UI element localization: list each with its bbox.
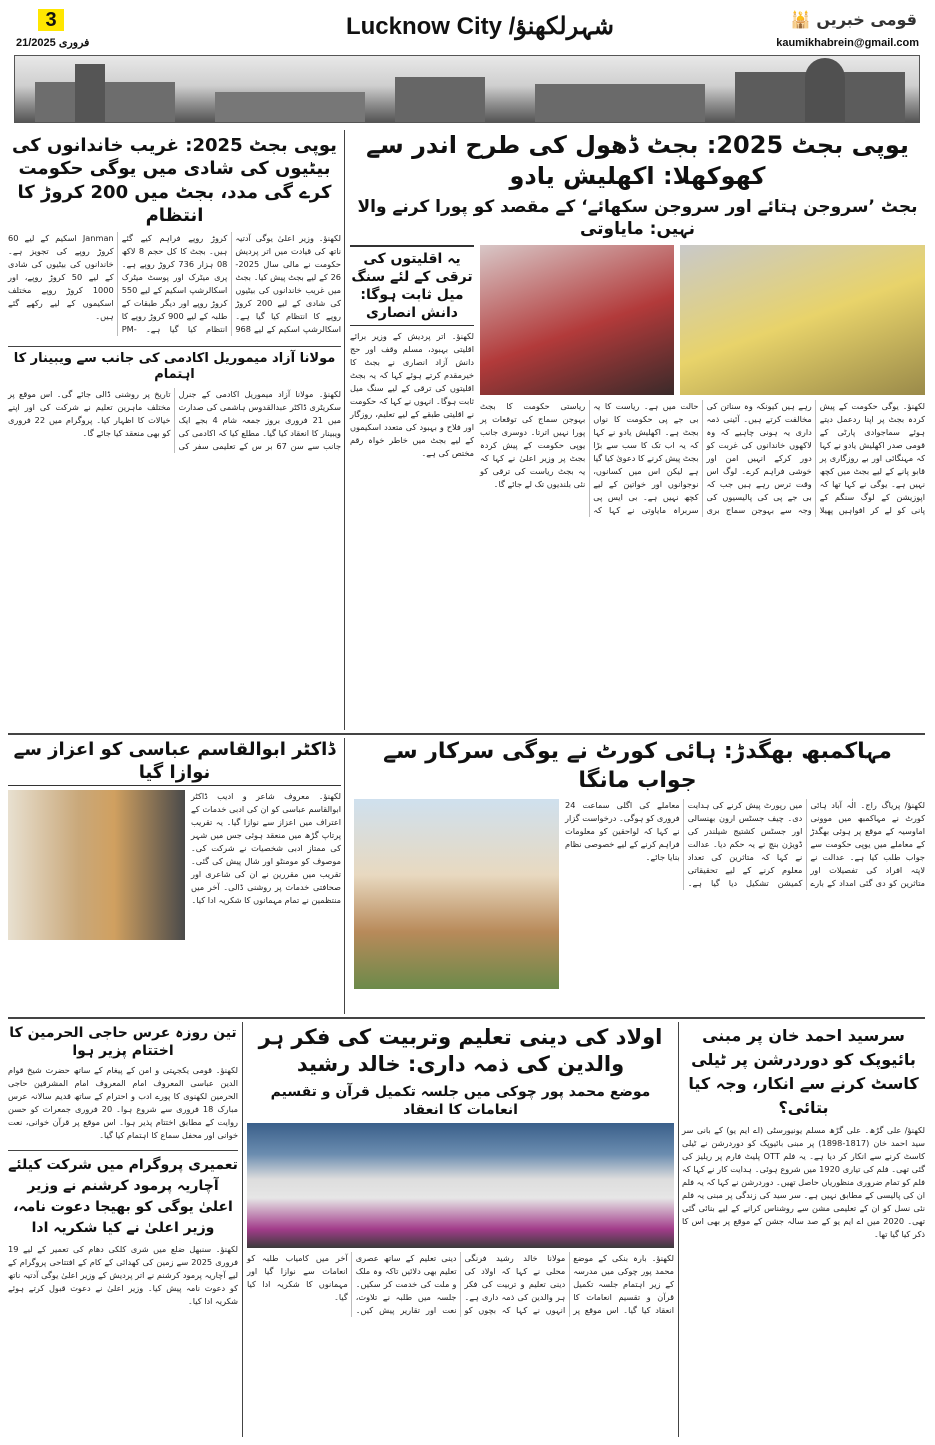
minority-body: لکھنؤ۔ اتر پردیش کے وزیر برائے اقلیتی بہبود، مسلم وقف اور حج دانش آزاد انصاری نے بجٹ کا خیرمقدم کرتے ہوئے کہا کہ یہ بجٹ اقلیتوں کی ترقی کے لیے سنگ میل ثابت ہوگا۔ انہوں نے کہا کہ حکومت نے اقلیتی طبقے کے لیے تعلیم، روزگار اور فلاح و بہبود کی متعدد اسکیموں کے لیے بجٹ میں خاطر خواہ رقم مختص کی ہے۔ (350, 331, 474, 459)
jalsa-photo (247, 1123, 674, 1248)
akhilesh-yadav-photo (480, 245, 674, 395)
aulad-story (247, 1024, 674, 1439)
kumbh-headline: مہاکمبھ بھگدڑ: ہائی کورٹ نے یوگی سرکار سے جواب مانگا (383, 739, 892, 793)
azad-headline: مولانا آزاد میموریل اکادمی کی جانب سے ویبینار کا اہتمام (13, 350, 336, 383)
kumbh-story (350, 738, 925, 1014)
contact-email[interactable]: kaumikhabrein@gmail.com (776, 37, 919, 49)
minaret-logo-icon: 🕌 (790, 10, 811, 29)
aulad-headline: اولاد کی دینی تعلیم وتربیت کی فکر ہر والدین کی ذمہ داری: خالد رشید (258, 1025, 663, 1077)
aulad-subheadline: موضع محمد پور چوکی میں جلسہ تکمیل قرآن و تقسیم انعامات کا انعقاد (270, 1083, 651, 1118)
sirsyed-headline: سرسید احمد خان پر مبنی بائیوپک کو دوردرشن پر ٹیلی کاسٹ کرنے سے انکار، وجہ کیا بتائی؟ (688, 1026, 919, 1117)
sirsyed-story (682, 1024, 925, 1439)
high-court-photo (354, 799, 559, 989)
wedding-story (8, 134, 341, 730)
azad-body: لکھنؤ۔ مولانا آزاد میموریل اکادمی کے جنرل سکریٹری ڈاکٹر عبدالقدوس ہاشمی کی صدارت میں 21 فروری بروز جمعہ شام 4 بجے ایک ویبینار کا انعقاد کیا گیا۔ مطلع کیا کہ اکادمی کی جانب سے سن 67 بر س کے تعلیمی سفر کی تاریخ پر روشنی ڈالی جائے گی۔ اس موقع پر مختلف ماہرین تعلیم نے شرکت کی اور اپنے خیالات کا اظہار کیا۔ پروگرام میں 22 فروری کو بھی منعقد کیا جائے گا۔ (8, 389, 342, 452)
lead-story (350, 130, 925, 730)
wedding-body: لکھنؤ۔ وزیر اعلیٰ یوگی آدتیہ ناتھ کی قیادت میں اتر پردیش حکومت نے مالی سال 2025-26 کے لیے بجٹ پیش کیا۔ بجٹ میں غریب خاندانوں کی بیٹیوں کی شادی کے لیے 200 کروڑ روپے کا انتظام کیا گیا ہے۔ اسکالرشپ اسکیم کے لیے 968 کروڑ روپے فراہم کیے گئے ہیں۔ بجٹ کا کل حجم 8 لاکھ 08 ہزار 736 کروڑ روپے ہے۔ پری میٹرک اور پوسٹ میٹرک اسکالرشپ اسکیم کے لیے 550 کروڑ روپے اور دیگر طبقات کے طلبہ کے لیے 900 کروڑ روپے کا انتظام کیا گیا ہے۔ PM-Janman اسکیم کے لیے 60 کروڑ روپے کی تجویز ہے۔ خاندانوں کی بیٹیوں کی شادی کے لیے 50 کروڑ روپے، اور 1000 کروڑ روپے مختلف اسکیموں کے لیے رکھے گئے ہیں۔ (8, 232, 341, 334)
urs-headline: تین روزہ عرس حاجی الحرمین کا اختتام پزیر ہوا (9, 1025, 237, 1060)
issue-date: 21/فروری 2025 (16, 37, 90, 49)
section-title: Lucknow City /شہرلکھنؤ (345, 13, 615, 40)
yogi-invite-headline: تعمیری پروگرام میں شرکت کیلئے آچاریہ پرمود کرشنم نے وزیر اعلیٰ یوگی کو بھیجا دعوت نامہ، وزیر اعلیٰ نے کیا شکریہ ادا (8, 1157, 238, 1237)
minority-sidebar (350, 245, 474, 461)
abbasi-body: لکھنؤ۔ معروف شاعر و ادیب ڈاکٹر ابوالقاسم عباسی کو ان کی ادبی خدمات کے اعتراف میں اعزاز سے نوازا گیا۔ یہ تقریب پرتاپ گڑھ میں منعقد ہوئی جس میں شہر کی ممتاز ادبی شخصیات نے شرکت کی۔ موصوف کو مومنٹو اور شال پیش کی گئی۔ تقریب میں مقررین نے ان کی شاعری اور صحافتی خدمات پر روشنی ڈالی۔ آخر میں منتظمین نے تمام مہمانوں کا شکریہ ادا کیا۔ (191, 790, 341, 905)
page-number: 3 (38, 9, 64, 31)
urs-yogi-stories (8, 1024, 238, 1439)
aulad-body: لکھنؤ۔ بارہ بنکی کے موضع محمد پور چوکی میں مدرسہ کے زیر اہتمام جلسہ تکمیل قرآن و تقسیم انعامات کا انعقاد کیا گیا۔ اس موقع پر مولانا خالد رشید فرنگی محلی نے کہا کہ اولاد کی دینی تعلیم و تربیت کی فکر ہر والدین کی ذمہ داری ہے۔ انہوں نے کہا کہ بچوں کو دینی تعلیم کے ساتھ عصری تعلیم بھی دلائیں تاکہ وہ ملک و ملت کی خدمت کر سکیں۔ جلسہ میں طلبہ نے تلاوت، نعت اور تقاریر پیش کیں۔ آخر میں کامیاب طلبہ کو انعامات سے نوازا گیا اور مہمانوں کا شکریہ ادا کیا گیا۔ (247, 1252, 674, 1315)
lucknow-skyline-banner (14, 55, 920, 123)
minority-headline: یہ اقلیتوں کی ترقی کے لئے سنگ میل ثابت ہوگا: دانش انصاری (350, 245, 474, 327)
lead-headline: یوپی بجٹ 2025: بجٹ ڈھول کی طرح اندر سے کھوکھلا: اکھلیش یادو (366, 131, 909, 191)
logo-text: قومی خبریں (816, 10, 917, 29)
lead-subheadline: بجٹ ’سروجن ہتائے اور سروجن سکھائے‘ کے مقصد کو پورا کرنے والا نہیں: مایاوتی (357, 197, 918, 240)
sirsyed-body: لکھنؤ/ علی گڑھ۔ علی گڑھ مسلم یونیورسٹی (اے ایم یو) کے بانی سر سید احمد خان (1817-1898) پر مبنی بائیوپک کو دوردرشن نے ٹیلی کاسٹ کرنے سے انکار کر دیا ہے۔ یہ فلم OTT پلیٹ فارم پر ریلیز کی گئی تھی۔ فلم کی تیاری 1920 میں شروع ہوئی۔ ہدایت کار نے کہا کہ فلم کو تمام ضروری منظوریاں حاصل تھیں۔ دوردرشن نے کہا کہ یہ فلم ان کی پالیسی کے مطابق نہیں ہے۔ سر سید کی زندگی پر مبنی یہ فلم نئی نسل کو ان کے تعلیمی مشن سے روشناس کرانے کے لیے بنائی گئی تھی۔ 2020 میں اے ایم یو کے صد سالہ جشن کے موقع پر بھی اس کا ذکر کیا گیا تھا۔ (682, 1125, 926, 1239)
kumbh-body: لکھنؤ/ پریاگ راج۔ الٰہ آباد ہائی کورٹ نے مہاکمبھ میں موونی اماوسیہ کے موقع پر ہوئی بھگدڑ کے معاملے میں یوپی حکومت سے جواب طلب کیا ہے۔ عدالت نے لاپتہ افراد کی تفصیلات اور متاثرین کو دی گئی امداد کے بارے میں رپورٹ پیش کرنے کی ہدایت دی۔ چیف جسٹس ارون بھنسالی اور جسٹس کشتیج شیلندر کی ڈویژن بنچ نے یہ حکم دیا۔ عدالت نے کہا کہ متاثرین کی تعداد معلوم کرنے کے لیے تحقیقاتی کمیشن تشکیل دیا گیا ہے۔ معاملے کی اگلی سماعت 24 فروری کو ہوگی۔ درخواست گزار نے کہا کہ لواحقین کو معلومات فراہم کرنے کے لیے خصوصی نظام بنایا جائے۔ (565, 800, 925, 889)
yogi-invite-body: لکھنؤ۔ سنبھل ضلع میں شری کلکی دھام کی تعمیر کے لیے 19 فروری 2025 سے زمین کی کھدائی کے کام کے افتتاحی پروگرام کے لیے آچاریہ پرمود کرشنم نے اتر پردیش کے وزیر اعلیٰ یوگی آدتیہ ناتھ کو دعوت نامہ پیش کیا۔ وزیر اعلیٰ نے دعوت قبول کرتے ہوئے شکریہ ادا کیا۔ (8, 1244, 238, 1307)
wedding-headline: یوپی بجٹ 2025: غریب خاندانوں کی بیٹیوں کی شادی میں یوگی حکومت کرے گی مدد، بجٹ میں 200 کروڑ کا انتظام (12, 135, 337, 227)
masthead-logo (791, 10, 917, 29)
abbasi-story (8, 738, 341, 1014)
mayawati-photo (680, 245, 925, 395)
award-ceremony-photo (8, 790, 185, 940)
abbasi-headline: ڈاکٹر ابوالقاسم عباسی کو اعزاز سے نوازا گیا (8, 738, 341, 786)
urs-body: لکھنؤ۔ قومی یکجہتی و امن کے پیغام کے ساتھ حضرت شیخ قوام الدین عباسی المعروف امام المعروف امام المشرقین حاجی الحرمین لکھنوی کا پورے ادب و احترام کے ساتھ قدیم سالانہ عرس مبارک 18 فروری سے شروع ہوا۔ 20 فروری جمعرات کو حسن روایت کے مطابق اختتام پذیر ہوا۔ اس موقع پر قرآن خوانی، نعت خوانی اور محفل سماع کا اہتمام کیا گیا۔ (8, 1065, 238, 1141)
lead-body: لکھنؤ۔ یوگی حکومت کے پیش کردہ بجٹ پر اپنا ردعمل دیتے ہوئے سماجوادی پارٹی کے قومی صدر اکھلیش یادو نے کہا کہ مہنگائی اور بے روزگاری پر قابو پانے کے لیے بجٹ میں کچھ نہیں ہے۔ یوگی نے کہا تھا کہ اپوزیشن کے لوگ سنگم کے پانی کو لے کر افواہیں پھیلا رہے ہیں کیونکہ وہ سناتن کی مخالفت کرتے ہیں۔ آئینی ذمہ داری یہ ہونی چاہیے کہ وہ لاکھوں خاندانوں کی غربت کو دور کرکے انہیں امن اور خوشی فراہم کرے۔ لوگ اس وقت ترس رہے ہیں جب کہ بی جے پی کی پالیسیوں کی وجہ سے بہوجن سماج بری حالت میں ہے۔ ریاست کا یہ بی جے پی حکومت کا نواں بجٹ ہے۔ اکھلیش یادو نے کہا کہ یہ اب تک کا سب سے بڑا بجٹ پیش کرنے کا دعویٰ کیا گیا ہے لیکن اس میں کسانوں، نوجوانوں اور خواتین کے لیے کچھ نہیں ہے۔ بی ایس پی سربراہ مایاوتی نے کہا کہ ریاستی حکومت کا بجٹ بہوجن سماج کی توقعات پر پورا نہیں اترتا۔ دوسری جانب یوپی حکومت کے پیش کردہ بجٹ پر وزیر اعلیٰ نے کہا کہ یہ بجٹ ریاست کی ترقی کو نئی بلندیوں تک لے جائے گا۔ (480, 400, 925, 515)
